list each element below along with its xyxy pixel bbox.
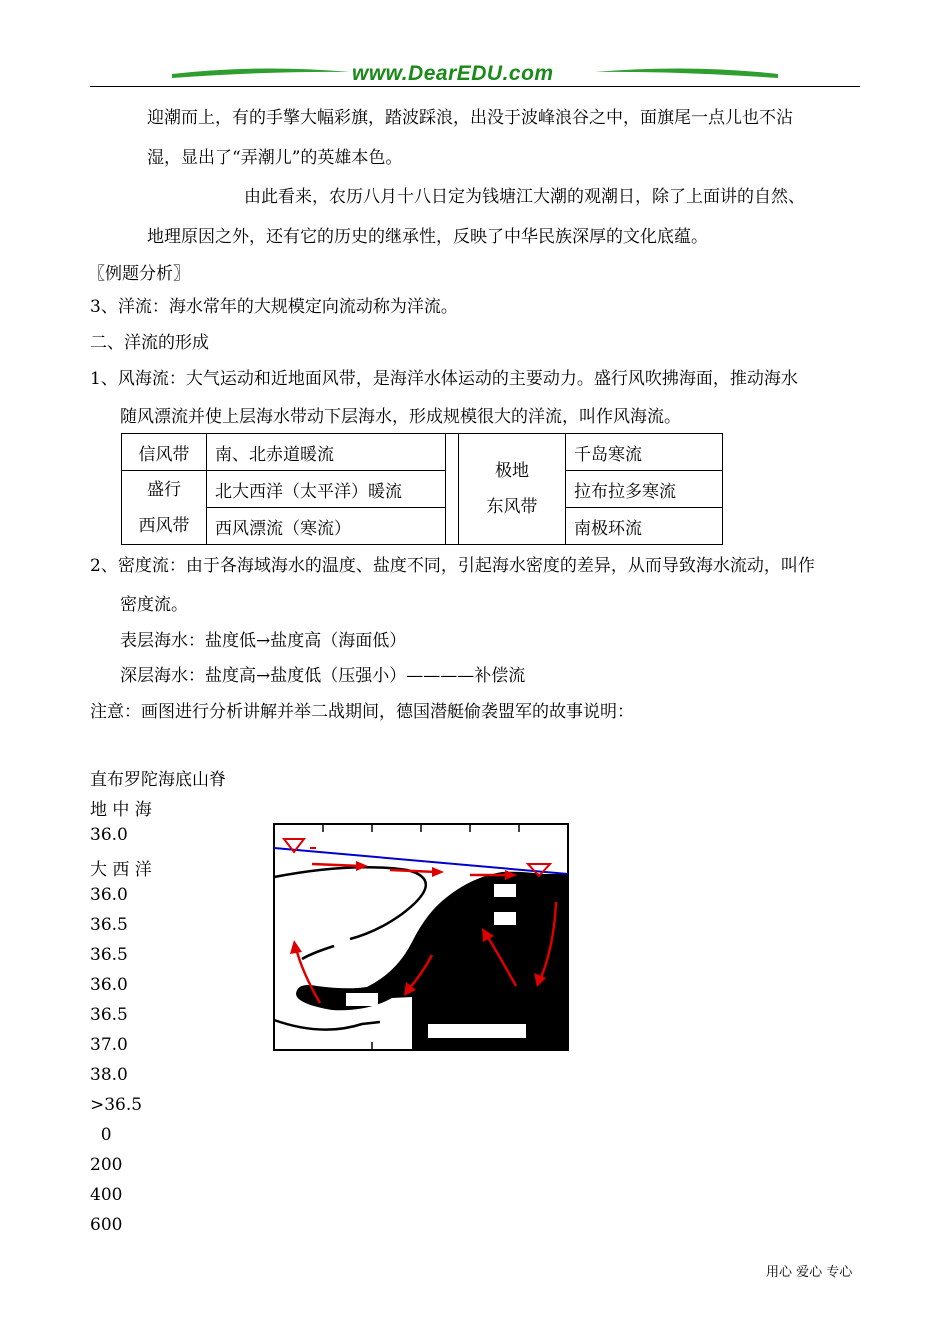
body-line-note: 注意：画图进行分析讲解并举二战期间，德国潜艇偷袭盟军的故事说明： [90,702,634,722]
body-line-ocean-current: 3、洋流：海水常年的大规模定向流动称为洋流。 [90,297,458,317]
label-salinity: 36.0 [90,975,128,995]
label-salinity: >36.5 [90,1095,143,1115]
gap-block [428,1024,526,1038]
label-depth: 400 [90,1185,123,1205]
cell-spacer [446,434,459,545]
density-current-diagram [272,822,572,1054]
label-salinity: 36.5 [90,1005,128,1025]
body-line-3: 由此看来，农历八月十八日定为钱塘江大潮的观潮日，除了上面讲的自然、 [244,187,805,207]
header-divider [90,86,860,87]
label-salinity: 36.0 [90,825,128,845]
cell-trade-wind: 信风带 [122,434,207,471]
gap-block [380,1010,407,1019]
cell-kuril-current: 千岛寒流 [566,434,723,471]
label-salinity: 37.0 [90,1035,128,1055]
label-salinity: 36.5 [90,915,128,935]
logo-text: www.DearEDU.com [352,62,554,85]
label-gibraltar-ridge: 直布罗陀海底山脊 [90,770,226,790]
label-atlantic: 大 西 洋 [90,860,152,880]
label-salinity: 36.5 [90,945,128,965]
cell-westerlies: 盛行 西风带 [122,471,207,545]
cell-equatorial-current: 南、北赤道暖流 [207,434,446,471]
cell-west-wind-drift: 西风漂流（寒流） [207,508,446,545]
label-depth: 600 [90,1215,123,1235]
body-line-deep-water: 深层海水：盐度高→盐度低（压强小）————补偿流 [120,666,526,686]
section-heading-formation: 二、洋流的形成 [90,333,209,353]
body-line-1: 迎潮而上，有的手擎大幅彩旗，踏波踩浪，出没于波峰浪谷之中，面旗尾一点儿也不沾 [147,108,793,128]
body-line-wind-current-2: 随风漂流并使上层海水带动下层海水，形成规模很大的洋流，叫作风海流。 [120,407,681,427]
label-depth: 200 [90,1155,123,1175]
label-salinity: 38.0 [90,1065,128,1085]
label-depth: 0 [90,1125,112,1145]
body-line-2: 湿，显出了“弄潮儿”的英雄本色。 [147,148,403,168]
body-line-surface-water: 表层海水：盐度低→盐度高（海面低） [120,631,407,651]
footer-text: 用心 爱心 专心 [766,1265,853,1280]
body-line-density-current: 2、密度流：由于各海域海水的温度、盐度不同，引起海水密度的差异，从而导致海水流动，叫作 [90,556,815,576]
cell-antarctic-current: 南极环流 [566,508,723,545]
cell-polar-easterlies: 极地 东风带 [459,434,566,545]
gap-block [346,993,378,1006]
wind-belt-table [121,433,723,545]
cell-north-atlantic-current: 北大西洋（太平洋）暖流 [207,471,446,508]
gap-block [494,912,516,925]
cell-labrador-current: 拉布拉多寒流 [566,471,723,508]
section-heading-example: 〖例题分析〗 [88,264,190,284]
body-line-wind-current: 1、风海流：大气运动和近地面风带，是海洋水体运动的主要动力。盛行风吹拂海面，推动海水 [90,369,798,389]
body-line-4: 地理原因之外，还有它的历史的继承性，反映了中华民族深厚的文化底蕴。 [147,227,708,247]
label-salinity: 36.0 [90,885,128,905]
label-mediterranean: 地 中 海 [90,800,152,820]
body-line-density-current-2: 密度流。 [120,595,188,615]
gap-block [494,884,516,897]
